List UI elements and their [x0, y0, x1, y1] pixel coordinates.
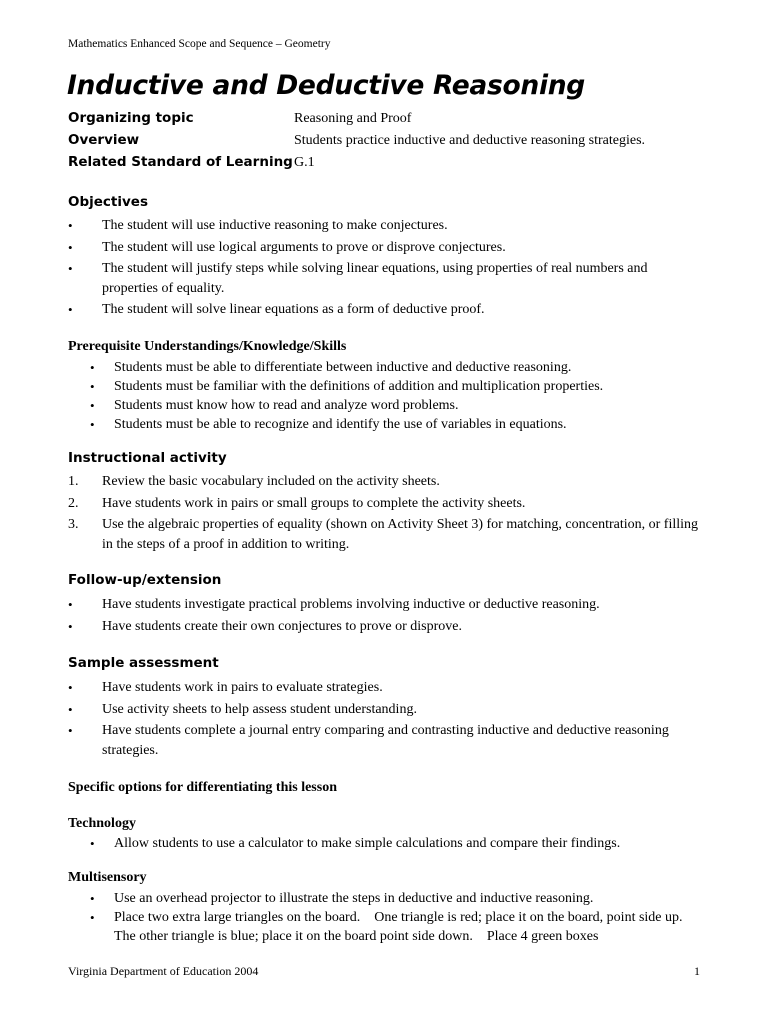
item-text: Review the basic vocabulary included on the activity sheets.	[102, 474, 440, 489]
footer-publisher: Virginia Department of Education 2004	[68, 964, 259, 978]
item-text: Have students work in pairs or small groups to complete the activity sheets.	[102, 495, 526, 511]
instructional-list	[68, 472, 702, 554]
objectives-list	[68, 216, 702, 322]
page-number: 1	[694, 964, 700, 978]
list-item: • Have students work in pairs to evaluate strategies.	[68, 678, 702, 698]
prerequisites-heading: Prerequisite Understandings/Knowledge/Skills	[68, 339, 347, 354]
differentiating-heading: Specific options for differentiating this lesson	[68, 780, 337, 795]
assessment-heading: Sample assessment	[68, 655, 219, 671]
objectives-heading: Objectives	[68, 194, 148, 210]
list-item	[68, 515, 702, 554]
list-item: • Students must be familiar with the definitions of addition and multiplication properties.	[90, 377, 704, 396]
list-item: • Have students create their own conjectures to prove or disprove.	[68, 617, 702, 637]
running-header: Mathematics Enhanced Scope and Sequence – Geometry	[68, 38, 331, 50]
meta-label: Organizing topic	[68, 110, 194, 126]
list-item	[68, 472, 702, 492]
list-item: • Students must know how to read and analyze word problems.	[90, 396, 704, 415]
instructional-heading: Instructional activity	[68, 450, 227, 466]
meta-value: Students practice inductive and deductive reasoning strategies.	[294, 133, 646, 148]
technology-list	[90, 834, 704, 853]
list-item: • The student will use logical arguments to prove or disprove conjectures.	[68, 238, 702, 258]
meta-row-organizing-topic	[68, 110, 708, 132]
item-number: 1.	[68, 474, 79, 489]
list-item: • Students must be able to recognize and identify the use of variables in equations.	[90, 415, 704, 434]
list-item: • Place two extra large triangles on the board. One triangle is red; place it on the board, point side up. The other triangle is blue; place it on the board point side down. Place 4 green boxes	[90, 908, 704, 946]
followup-heading: Follow-up/extension	[68, 572, 222, 588]
list-item: • The student will use inductive reasoning to make conjectures.	[68, 216, 702, 236]
page-title: Inductive and Deductive Reasoning	[67, 70, 585, 101]
list-item	[68, 494, 702, 514]
technology-heading: Technology	[68, 816, 136, 831]
assessment-list	[68, 678, 702, 762]
multisensory-heading: Multisensory	[68, 870, 147, 885]
meta-label: Overview	[68, 132, 140, 148]
prerequisites-list	[90, 358, 704, 434]
list-item: • Use an overhead projector to illustrate the steps in deductive and inductive reasoning.	[90, 889, 704, 908]
list-item: • Allow students to use a calculator to make simple calculations and compare their findings.	[90, 834, 704, 853]
lesson-meta	[68, 110, 708, 176]
item-number: 3.	[68, 517, 79, 532]
meta-row-overview	[68, 132, 708, 154]
list-item: • Students must be able to differentiate between inductive and deductive reasoning.	[90, 358, 704, 377]
list-item: • Have students complete a journal entry comparing and contrasting inductive and deductive reasoning strategies.	[68, 721, 702, 760]
item-text: Use the algebraic properties of equality (shown on Activity Sheet 3) for matching, concentration, or filling in the steps of a proof in addition to writing.	[102, 517, 698, 552]
list-item: • The student will justify steps while solving linear equations, using properties of real numbers and properties of equality.	[68, 259, 702, 298]
list-item: • The student will solve linear equations as a form of deductive proof.	[68, 300, 702, 320]
meta-label: Related Standard of Learning	[68, 154, 293, 170]
list-item: • Have students investigate practical problems involving inductive or deductive reasoning.	[68, 595, 702, 615]
item-number: 2.	[68, 495, 79, 511]
list-item: • Use activity sheets to help assess student understanding.	[68, 700, 702, 720]
meta-value: Reasoning and Proof	[294, 111, 412, 126]
multisensory-list	[90, 889, 704, 946]
meta-row-standard	[68, 154, 708, 176]
meta-value: G.1	[294, 155, 315, 170]
followup-list	[68, 595, 702, 638]
